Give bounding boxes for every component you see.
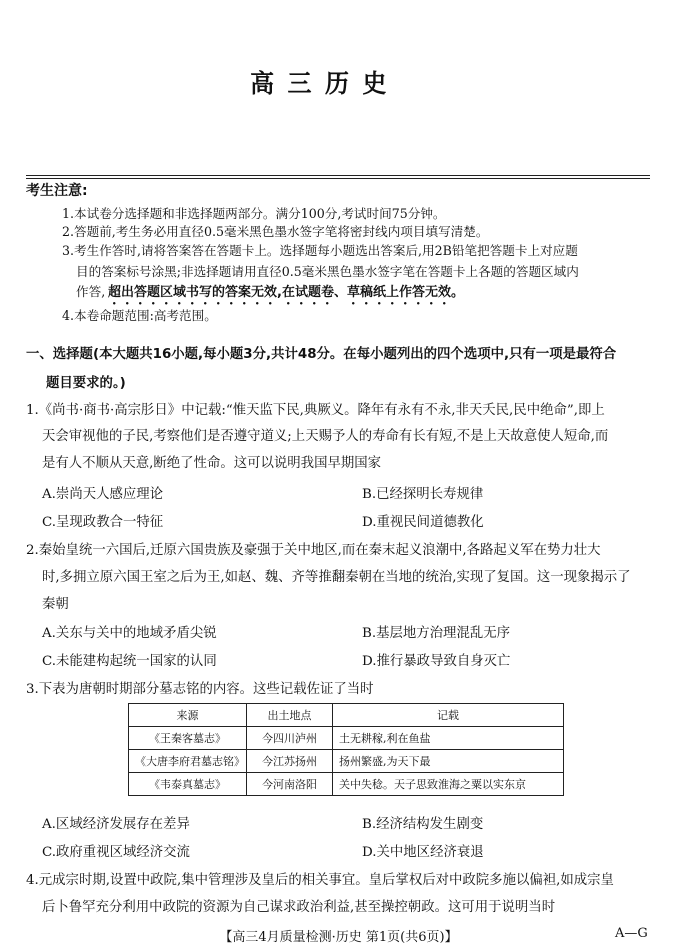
notice-item: 4.本卷命题范围:高考范围。	[62, 308, 217, 323]
notice-item: 1.本试卷分选择题和非选择题两部分。满分100分,考试时间75分钟。	[62, 206, 446, 221]
paper-code: A—G	[615, 926, 648, 941]
table-header-cell: 出土地点	[247, 704, 333, 727]
question-2-text: 秦朝	[42, 597, 69, 612]
question-1-option-c[interactable]: C.呈现政教合一特征	[42, 515, 164, 530]
table-cell: 今江苏扬州	[247, 750, 333, 773]
table-cell: 《王秦客墓志》	[129, 727, 247, 750]
question-2-option-a[interactable]: A.关东与关中的地域矛盾尖锐	[42, 626, 217, 641]
notice-item: 3.考生作答时,请将答案答在答题卡上。选择题每小题选出答案后,用2B铅笔把答题卡上对应题	[62, 243, 578, 258]
page-footer: 【高三4月质量检测·历史 第1页(共6页)】	[219, 930, 458, 945]
notice-item: 目的答案标号涂黑;非选择题请用直径0.5毫米黑色墨水签字笔在答题卡上各题的答题区域内	[76, 264, 579, 279]
question-1-option-d[interactable]: D.重视民间道德教化	[362, 515, 484, 530]
notice-emphasis: 超出答题区域书写的答案无效,在试题卷、草稿纸上作答无效。	[108, 285, 464, 300]
question-3-text: 3.下表为唐朝时期部分墓志铭的内容。这些记载佐证了当时	[26, 682, 374, 697]
table-header-cell: 来源	[129, 704, 247, 727]
notice-item: 2.答题前,考生务必用直径0.5毫米黑色墨水签字笔将密封线内项目填写清楚。	[62, 224, 489, 239]
question-4-text: 4.元成宗时期,设置中政院,集中管理涉及皇后的相关事宜。皇后掌权后对中政院多施以偏袒,如成宗皇	[26, 873, 614, 888]
section-heading-cont: 题目要求的。)	[46, 376, 126, 391]
question-2-text: 2.秦始皇统一六国后,迁原六国贵族及豪强于关中地区,而在秦末起义浪潮中,各路起义军在势力壮大	[26, 543, 601, 558]
question-2-option-b[interactable]: B.基层地方治理混乱无序	[362, 626, 511, 641]
table-cell: 今四川泸州	[247, 727, 333, 750]
header-rule-bottom	[26, 178, 650, 179]
question-2-option-d[interactable]: D.推行暴政导致自身灭亡	[362, 654, 511, 669]
table-row	[129, 727, 564, 750]
question-4-text: 后卜鲁罕充分利用中政院的资源为自己谋求政治利益,甚至操控朝政。这可用于说明当时	[42, 900, 556, 915]
notice-heading: 考生注意:	[26, 183, 88, 199]
question-1-text: 1.《尚书·商书·高宗肜日》中记载:“惟天监下民,典厥义。降年有永有不永,非天夭民,民中绝命”,即上	[26, 403, 605, 418]
table-cell: 土无耕稼,利在鱼盐	[333, 727, 564, 750]
question-1-text: 天会审视他的子民,考察他们是否遵守道义;上天赐予人的寿命有长有短,不是上天故意使人短命,而	[42, 429, 609, 444]
table-cell: 《大唐李府君墓志铭》	[129, 750, 247, 773]
table-header-cell: 记载	[333, 704, 564, 727]
question-3-option-c[interactable]: C.政府重视区域经济交流	[42, 845, 190, 860]
table-cell: 关中失稔。天子思致淮海之粟以实东京	[333, 773, 564, 796]
question-3-option-b[interactable]: B.经济结构发生剧变	[362, 817, 484, 832]
table-cell: 《韦泰真墓志》	[129, 773, 247, 796]
table-row	[129, 750, 564, 773]
table-header-row	[129, 704, 564, 727]
question-1-text: 是有人不顺从天意,断绝了性命。这可以说明我国早期国家	[42, 456, 382, 471]
table-row	[129, 773, 564, 796]
tomb-inscription-table	[128, 703, 564, 796]
header-rule-top	[26, 175, 650, 176]
question-2-text: 时,多拥立原六国王室之后为王,如赵、魏、齐等推翻秦朝在当地的统治,实现了复国。这一现象揭示了	[42, 570, 631, 585]
section-heading: 一、选择题(本大题共16小题,每小题3分,共计48分。在每小题列出的四个选项中,只有一项是最符合	[26, 347, 617, 362]
question-1-option-a[interactable]: A.崇尚天人感应理论	[42, 487, 164, 502]
question-1-option-b[interactable]: B.已经探明长寿规律	[362, 487, 484, 502]
table-cell: 扬州繁盛,为天下最	[333, 750, 564, 773]
question-2-option-c[interactable]: C.未能建构起统一国家的认同	[42, 654, 217, 669]
question-3-option-d[interactable]: D.关中地区经济衰退	[362, 845, 484, 860]
table-cell: 今河南洛阳	[247, 773, 333, 796]
question-3-option-a[interactable]: A.区域经济发展存在差异	[42, 817, 190, 832]
notice-item-start: 作答,	[76, 284, 106, 299]
page-title: 高三历史	[250, 69, 400, 98]
